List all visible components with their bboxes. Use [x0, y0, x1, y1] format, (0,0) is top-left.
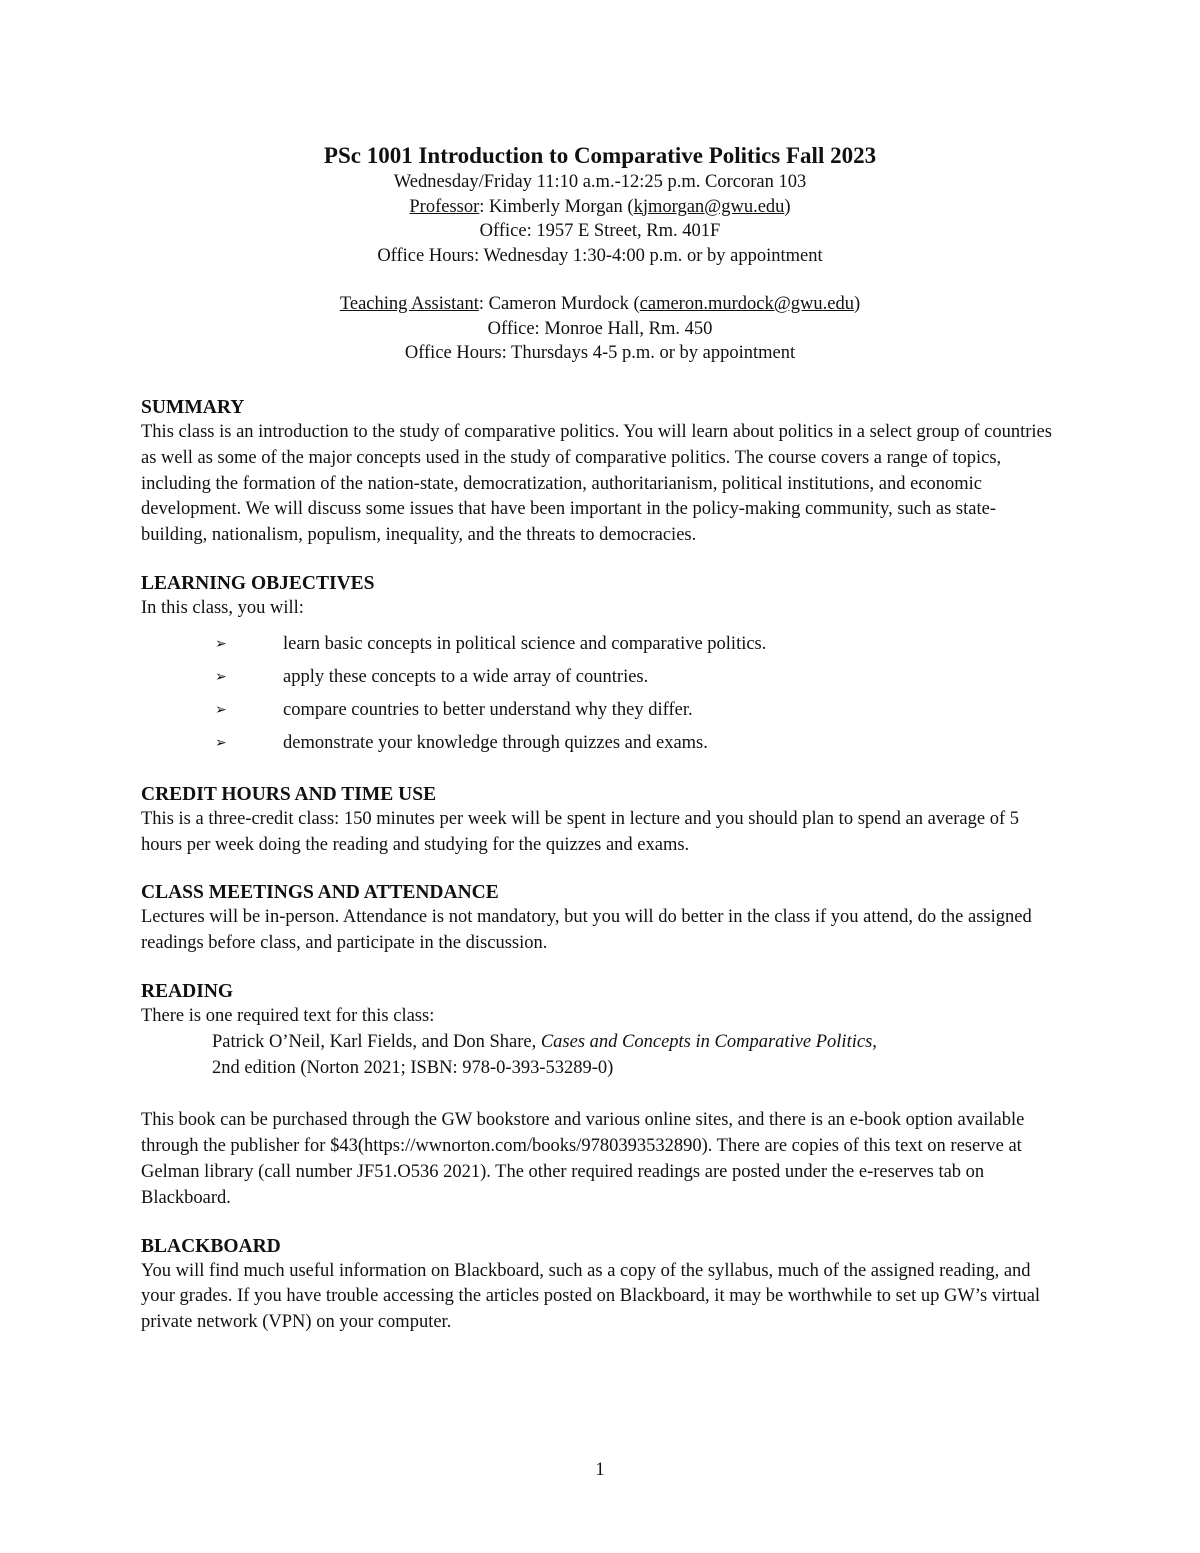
syllabus-body: [141, 395, 1061, 1358]
objectives-heading: LEARNING OBJECTIVES: [141, 572, 375, 594]
list-item: [141, 628, 1061, 661]
ta-email-link[interactable]: cameron.murdock@gwu.edu: [639, 294, 854, 314]
professor-paren-close: ): [784, 196, 791, 217]
blackboard-section: [141, 1234, 1061, 1336]
professor-email-link[interactable]: kjmorgan@gwu.edu: [633, 196, 785, 217]
summary-section: [141, 395, 1061, 549]
blackboard-text: You will find much useful information on Blackboard, such as a copy of the syllabus, much of the assigned reading, and your grades. If you have trouble accessing the articles posted on Blackboard, it may be worthwhile to set up GW’s virtual private network (VPN) on your computer.: [141, 1260, 1041, 1333]
course-title: PSc 1001 Introduction to Comparative Politics Fall 2023: [323, 143, 877, 168]
ta-line: [0, 292, 1200, 317]
professor-hours: Office Hours: Wednesday 1:30-4:00 p.m. or by appointment: [377, 245, 823, 266]
list-item: [141, 661, 1061, 694]
course-schedule: Wednesday/Friday 11:10 a.m.-12:25 p.m. Corcoran 103: [393, 172, 807, 192]
objective-text: learn basic concepts in political science and comparative politics.: [283, 633, 767, 654]
citation-title: Cases and Concepts in Comparative Politics: [540, 1031, 873, 1052]
ta-office: Office: Monroe Hall, Rm. 450: [487, 318, 713, 339]
arrowhead-bullet-icon: ➢: [215, 701, 227, 718]
professor-line: [0, 195, 1200, 220]
ta-label: Teaching Assistant: [339, 294, 479, 314]
attendance-text: Lectures will be in-person. Attendance is not mandatory, but you will do better in the class if you attend, do the assigned readings before class, and participate in the discussion.: [141, 907, 1032, 954]
objective-text: apply these concepts to a wide array of countries.: [283, 666, 649, 687]
professor-office: Office: 1957 E Street, Rm. 401F: [479, 221, 721, 241]
professor-name: : Kimberly Morgan (: [479, 196, 634, 217]
summary-text: This class is an introduction to the study of comparative politics. You will learn about politics in a select group of countries as well as some of the major concepts used in the study of comparative politics. The course covers a range of topics, including the formation of the nation-state, democratization, authoritarianism, political institutions, and economic development. We will discuss some issues that have been important in the policy-making community, such as state-building, nationalism, populism, inequality, and the threats to democracies.: [141, 422, 1052, 546]
citation-authors: Patrick O’Neil, Karl Fields, and Don Share,: [212, 1031, 541, 1052]
summary-heading: SUMMARY: [141, 397, 245, 418]
arrowhead-bullet-icon: ➢: [215, 635, 227, 652]
reading-section: [141, 979, 1061, 1212]
ta-name: : Cameron Murdock (: [478, 294, 640, 314]
attendance-heading: CLASS MEETINGS AND ATTENDANCE: [141, 882, 499, 904]
ta-hours: Office Hours: Thursdays 4-5 p.m. or by appointment: [404, 343, 796, 363]
credit-text: This is a three-credit class: 150 minutes per week will be spent in lecture and you should plan to spend an average of 5 hours per week doing the reading and studying for the quizzes and exams.: [141, 808, 1019, 855]
reading-intro: There is one required text for this class:: [141, 1005, 435, 1026]
textbook-citation: [141, 1030, 1061, 1082]
objectives-section: [141, 571, 1061, 760]
ta-paren-close: ): [853, 294, 861, 314]
citation-comma: ,: [872, 1031, 877, 1052]
course-header: [0, 142, 1200, 366]
professor-label: Professor: [409, 196, 480, 217]
citation-details: 2nd edition (Norton 2021; ISBN: 978-0-393-53289-0): [212, 1057, 614, 1078]
objectives-list: [141, 628, 1061, 760]
page-number: 1: [595, 1460, 605, 1480]
objectives-intro: In this class, you will:: [141, 597, 304, 618]
attendance-section: [141, 880, 1061, 957]
reading-text: This book can be purchased through the GW bookstore and various online sites, and there is an e-book option available through the publisher for $43(https://wwnorton.com/books/9780393532890). There are copies of this text on reserve at Gelman library (call number JF51.O536 2021). The other required readings are posted under the e-reserves tab on Blackboard.: [141, 1110, 1025, 1208]
arrowhead-bullet-icon: ➢: [215, 734, 227, 751]
list-item: [141, 694, 1061, 727]
credit-section: [141, 782, 1061, 859]
arrowhead-bullet-icon: ➢: [215, 668, 227, 685]
reading-heading: READING: [141, 980, 234, 1002]
list-item: [141, 727, 1061, 760]
objective-text: demonstrate your knowledge through quizzes and exams.: [283, 732, 708, 753]
blackboard-heading: BLACKBOARD: [141, 1235, 281, 1257]
credit-heading: CREDIT HOURS AND TIME USE: [141, 783, 437, 805]
objective-text: compare countries to better understand why they differ.: [283, 699, 693, 720]
